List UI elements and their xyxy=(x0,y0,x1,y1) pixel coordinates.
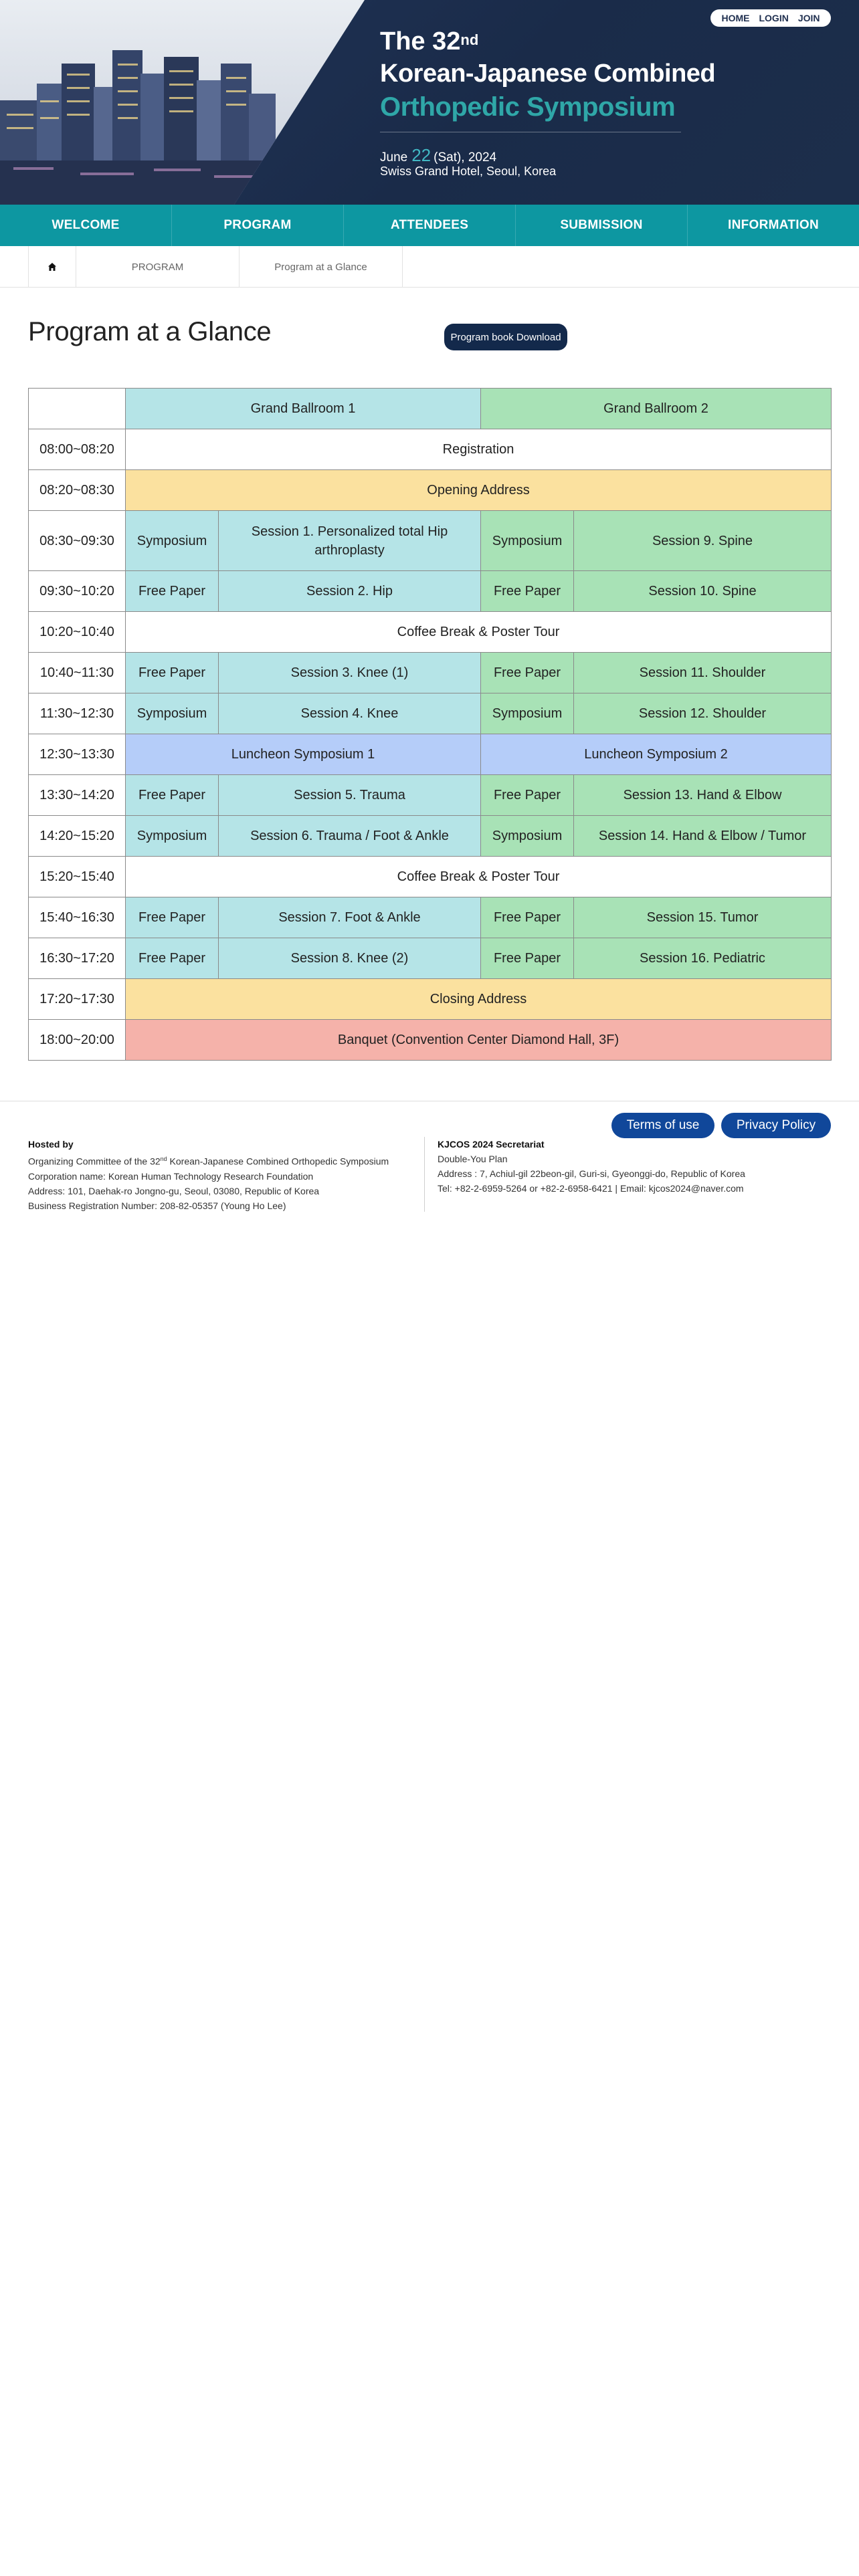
session-type-room1: Free Paper xyxy=(126,775,219,816)
session-type-room2: Symposium xyxy=(481,511,574,571)
table-row xyxy=(29,571,832,612)
session-type-room2: Free Paper xyxy=(481,897,574,938)
program-table xyxy=(28,388,832,1061)
time-cell: 08:00~08:20 xyxy=(29,429,126,470)
event-cell: Banquet (Convention Center Diamond Hall, 3F) xyxy=(126,1020,832,1061)
table-row xyxy=(29,612,832,653)
home-link[interactable]: HOME xyxy=(721,13,750,23)
table-row xyxy=(29,429,832,470)
session-type-room1: Free Paper xyxy=(126,653,219,693)
table-row xyxy=(29,511,832,571)
session-title-room1: Session 4. Knee xyxy=(219,693,481,734)
table-row xyxy=(29,693,832,734)
event-cell: Closing Address xyxy=(126,979,832,1020)
home-icon xyxy=(47,262,57,272)
luncheon-cell-room2: Luncheon Symposium 2 xyxy=(481,734,832,775)
header-corner-cell xyxy=(29,389,126,429)
time-cell: 17:20~17:30 xyxy=(29,979,126,1020)
session-type-room1: Free Paper xyxy=(126,938,219,979)
session-type-room1: Free Paper xyxy=(126,897,219,938)
time-cell: 14:20~15:20 xyxy=(29,816,126,857)
event-venue: Swiss Grand Hotel, Seoul, Korea xyxy=(380,165,557,178)
title-ordinal: nd xyxy=(460,31,479,48)
hosted-line-1 xyxy=(28,1152,389,1169)
nav-welcome[interactable]: WELCOME xyxy=(0,205,172,246)
session-type-room1: Symposium xyxy=(126,511,219,571)
hosted-line-3: Address: 101, Daehak-ro Jongno-gu, Seoul, 03080, Republic of Korea xyxy=(28,1185,320,1196)
table-row xyxy=(29,1020,832,1061)
table-row xyxy=(29,897,832,938)
session-type-room2: Symposium xyxy=(481,816,574,857)
title-line1: The 32 xyxy=(380,27,461,56)
session-title-room2: Session 14. Hand & Elbow / Tumor xyxy=(574,816,832,857)
breadcrumb-current[interactable]: Program at a Glance xyxy=(240,246,403,288)
table-row xyxy=(29,938,832,979)
session-title-room1: Session 6. Trauma / Foot & Ankle xyxy=(219,816,481,857)
table-row xyxy=(29,857,832,897)
room-header-1: Grand Ballroom 1 xyxy=(126,389,481,429)
table-row xyxy=(29,775,832,816)
table-header-row xyxy=(29,389,832,429)
secretariat-line-2: Address : 7, Achiul-gil 22beon-gil, Guri-si, Gyeonggi-do, Republic of Korea xyxy=(438,1168,745,1179)
session-title-room2: Session 10. Spine xyxy=(574,571,832,612)
time-cell: 10:40~11:30 xyxy=(29,653,126,693)
footer-secretariat-info xyxy=(438,1137,745,1196)
time-cell: 16:30~17:20 xyxy=(29,938,126,979)
session-type-room2: Free Paper xyxy=(481,938,574,979)
city-skyline-image xyxy=(0,0,375,205)
hero-banner xyxy=(0,0,859,205)
date-month: June xyxy=(380,150,408,165)
session-type-room2: Free Paper xyxy=(481,653,574,693)
session-title-room2: Session 16. Pediatric xyxy=(574,938,832,979)
date-day: 22 xyxy=(411,145,432,165)
session-title-room2: Session 15. Tumor xyxy=(574,897,832,938)
nav-attendees[interactable]: ATTENDEES xyxy=(344,205,516,246)
event-date xyxy=(380,145,496,166)
nav-program[interactable]: PROGRAM xyxy=(172,205,344,246)
breadcrumb xyxy=(0,246,859,288)
nav-information[interactable]: INFORMATION xyxy=(728,218,819,232)
terms-of-use-button[interactable]: Terms of use xyxy=(611,1113,714,1138)
time-cell: 08:30~09:30 xyxy=(29,511,126,571)
session-title-room2: Session 9. Spine xyxy=(574,511,832,571)
hosted-line-1-text: Organizing Committee of the 32 xyxy=(28,1156,161,1167)
event-cell: Registration xyxy=(126,429,832,470)
time-cell: 08:20~08:30 xyxy=(29,470,126,511)
secretariat-line-3: Tel: +82-2-6959-5264 or +82-2-6958-6421 | Email: kjcos2024@naver.com xyxy=(438,1183,744,1194)
title-line3: Orthopedic Symposium xyxy=(380,92,676,122)
session-title-room1: Session 1. Personalized total Hip arthroplasty xyxy=(219,511,481,571)
breadcrumb-program[interactable]: PROGRAM xyxy=(76,246,240,288)
hosted-line-4: Business Registration Number: 208-82-05357 (Young Ho Lee) xyxy=(28,1200,286,1211)
room-header-2: Grand Ballroom 2 xyxy=(481,389,832,429)
secretariat-heading: KJCOS 2024 Secretariat xyxy=(438,1139,545,1150)
login-link[interactable]: LOGIN xyxy=(759,13,789,23)
session-title-room1: Session 7. Foot & Ankle xyxy=(219,897,481,938)
top-links xyxy=(710,9,831,27)
luncheon-cell-room1: Luncheon Symposium 1 xyxy=(126,734,481,775)
privacy-policy-button[interactable]: Privacy Policy xyxy=(721,1113,831,1138)
time-cell: 15:40~16:30 xyxy=(29,897,126,938)
session-type-room2: Symposium xyxy=(481,693,574,734)
date-rest: (Sat), 2024 xyxy=(434,150,497,165)
time-cell: 15:20~15:40 xyxy=(29,857,126,897)
session-title-room1: Session 5. Trauma xyxy=(219,775,481,816)
time-cell: 09:30~10:20 xyxy=(29,571,126,612)
session-title-room1: Session 8. Knee (2) xyxy=(219,938,481,979)
session-type-room1: Free Paper xyxy=(126,571,219,612)
symposium-title xyxy=(380,25,715,124)
session-type-room2: Free Paper xyxy=(481,571,574,612)
join-link[interactable]: JOIN xyxy=(797,13,820,23)
footer-column-divider xyxy=(424,1137,425,1212)
nav-submission[interactable]: SUBMISSION xyxy=(516,205,688,246)
time-cell: 11:30~12:30 xyxy=(29,693,126,734)
time-cell: 12:30~13:30 xyxy=(29,734,126,775)
table-row xyxy=(29,816,832,857)
table-row xyxy=(29,653,832,693)
session-title-room2: Session 13. Hand & Elbow xyxy=(574,775,832,816)
session-type-room1: Symposium xyxy=(126,693,219,734)
hosted-line-2: Corporation name: Korean Human Technology Research Foundation xyxy=(28,1170,314,1182)
session-type-room1: Symposium xyxy=(126,816,219,857)
event-cell: Coffee Break & Poster Tour xyxy=(126,612,832,653)
session-title-room2: Session 12. Shoulder xyxy=(574,693,832,734)
time-cell: 10:20~10:40 xyxy=(29,612,126,653)
main-nav xyxy=(0,205,859,246)
table-row xyxy=(29,734,832,775)
program-book-download-button[interactable]: Program book Download xyxy=(444,324,567,350)
table-row xyxy=(29,470,832,511)
time-cell: 18:00~20:00 xyxy=(29,1020,126,1061)
table-row xyxy=(29,979,832,1020)
session-title-room1: Session 2. Hip xyxy=(219,571,481,612)
hosted-line-1-rest: Korean-Japanese Combined Orthopedic Symposium xyxy=(167,1156,389,1167)
event-cell: Coffee Break & Poster Tour xyxy=(126,857,832,897)
session-type-room2: Free Paper xyxy=(481,775,574,816)
hosted-by-heading: Hosted by xyxy=(28,1139,74,1150)
breadcrumb-home[interactable] xyxy=(28,246,76,288)
page-title: Program at a Glance xyxy=(28,317,272,346)
session-title-room1: Session 3. Knee (1) xyxy=(219,653,481,693)
title-line2: Korean-Japanese Combined xyxy=(380,60,716,88)
session-title-room2: Session 11. Shoulder xyxy=(574,653,832,693)
time-cell: 13:30~14:20 xyxy=(29,775,126,816)
footer-host-info xyxy=(28,1137,389,1213)
secretariat-line-1: Double-You Plan xyxy=(438,1154,508,1164)
hosted-line-1-sup: nd xyxy=(160,1156,167,1162)
event-cell: Opening Address xyxy=(126,470,832,511)
